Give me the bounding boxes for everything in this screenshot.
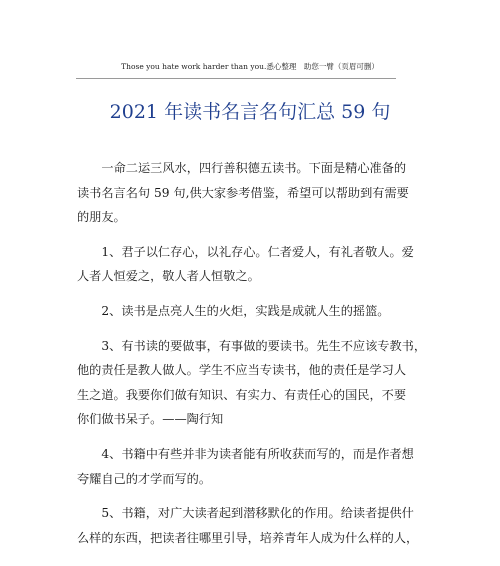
document-title: 2021 年读书名言名句汇总 59 句 bbox=[109, 101, 391, 123]
text-line: 1、君子以仁存心，以礼存心。仁者爱人，有礼者敬人。爱 bbox=[101, 244, 414, 259]
paragraph-intro bbox=[77, 156, 427, 230]
text-line: 读书名言名句 59 句,供大家参考借鉴，希望可以帮助到有需要 bbox=[77, 185, 409, 200]
text-line: 一命二运三风水，四行善积德五读书。下面是精心准备的 bbox=[101, 161, 407, 175]
text-line: 3、有书读的要做事，有事做的要读书。先生不应该专教书， bbox=[101, 338, 427, 353]
text-line: 4、书籍中有些并非为读者能有所收获而写的，而是作者想 bbox=[101, 446, 414, 461]
text-line: 5、书籍，对广大读者起到潜移默化的作用。给读者提供什 bbox=[101, 506, 414, 521]
text-line: 人者人恒爱之，敬人者人恒敬之。 bbox=[77, 269, 260, 284]
paragraph-quote-2 bbox=[77, 299, 427, 324]
text-line: 夸耀自己的才学而写的。 bbox=[77, 471, 212, 486]
text-line: 的朋友。 bbox=[77, 210, 126, 225]
paragraph-quote-4 bbox=[77, 442, 427, 491]
text-line: 么样的东西，把读者往哪里引导，培养青年人成为什么样的人， bbox=[77, 530, 419, 545]
paragraph-quote-5 bbox=[77, 501, 427, 550]
document-body bbox=[77, 156, 427, 560]
text-line: 生之道。我要你们做有知识、有实力、有责任心的国民，不要 bbox=[77, 387, 407, 402]
text-line: 他的责任是教人做人。学生不应当专读书，他的责任是学习人 bbox=[77, 363, 407, 378]
header-divider bbox=[76, 78, 396, 79]
text-line: 2、读书是点亮人生的火炬，实践是成就人生的摇篮。 bbox=[101, 303, 390, 318]
page-header: Those you hate work harder than you.悉心整理 助您一臂（页眉可删） bbox=[121, 62, 379, 71]
paragraph-quote-1 bbox=[77, 240, 427, 289]
paragraph-quote-3 bbox=[77, 334, 427, 432]
text-line: 你们做书呆子。——陶行知 bbox=[77, 412, 224, 427]
